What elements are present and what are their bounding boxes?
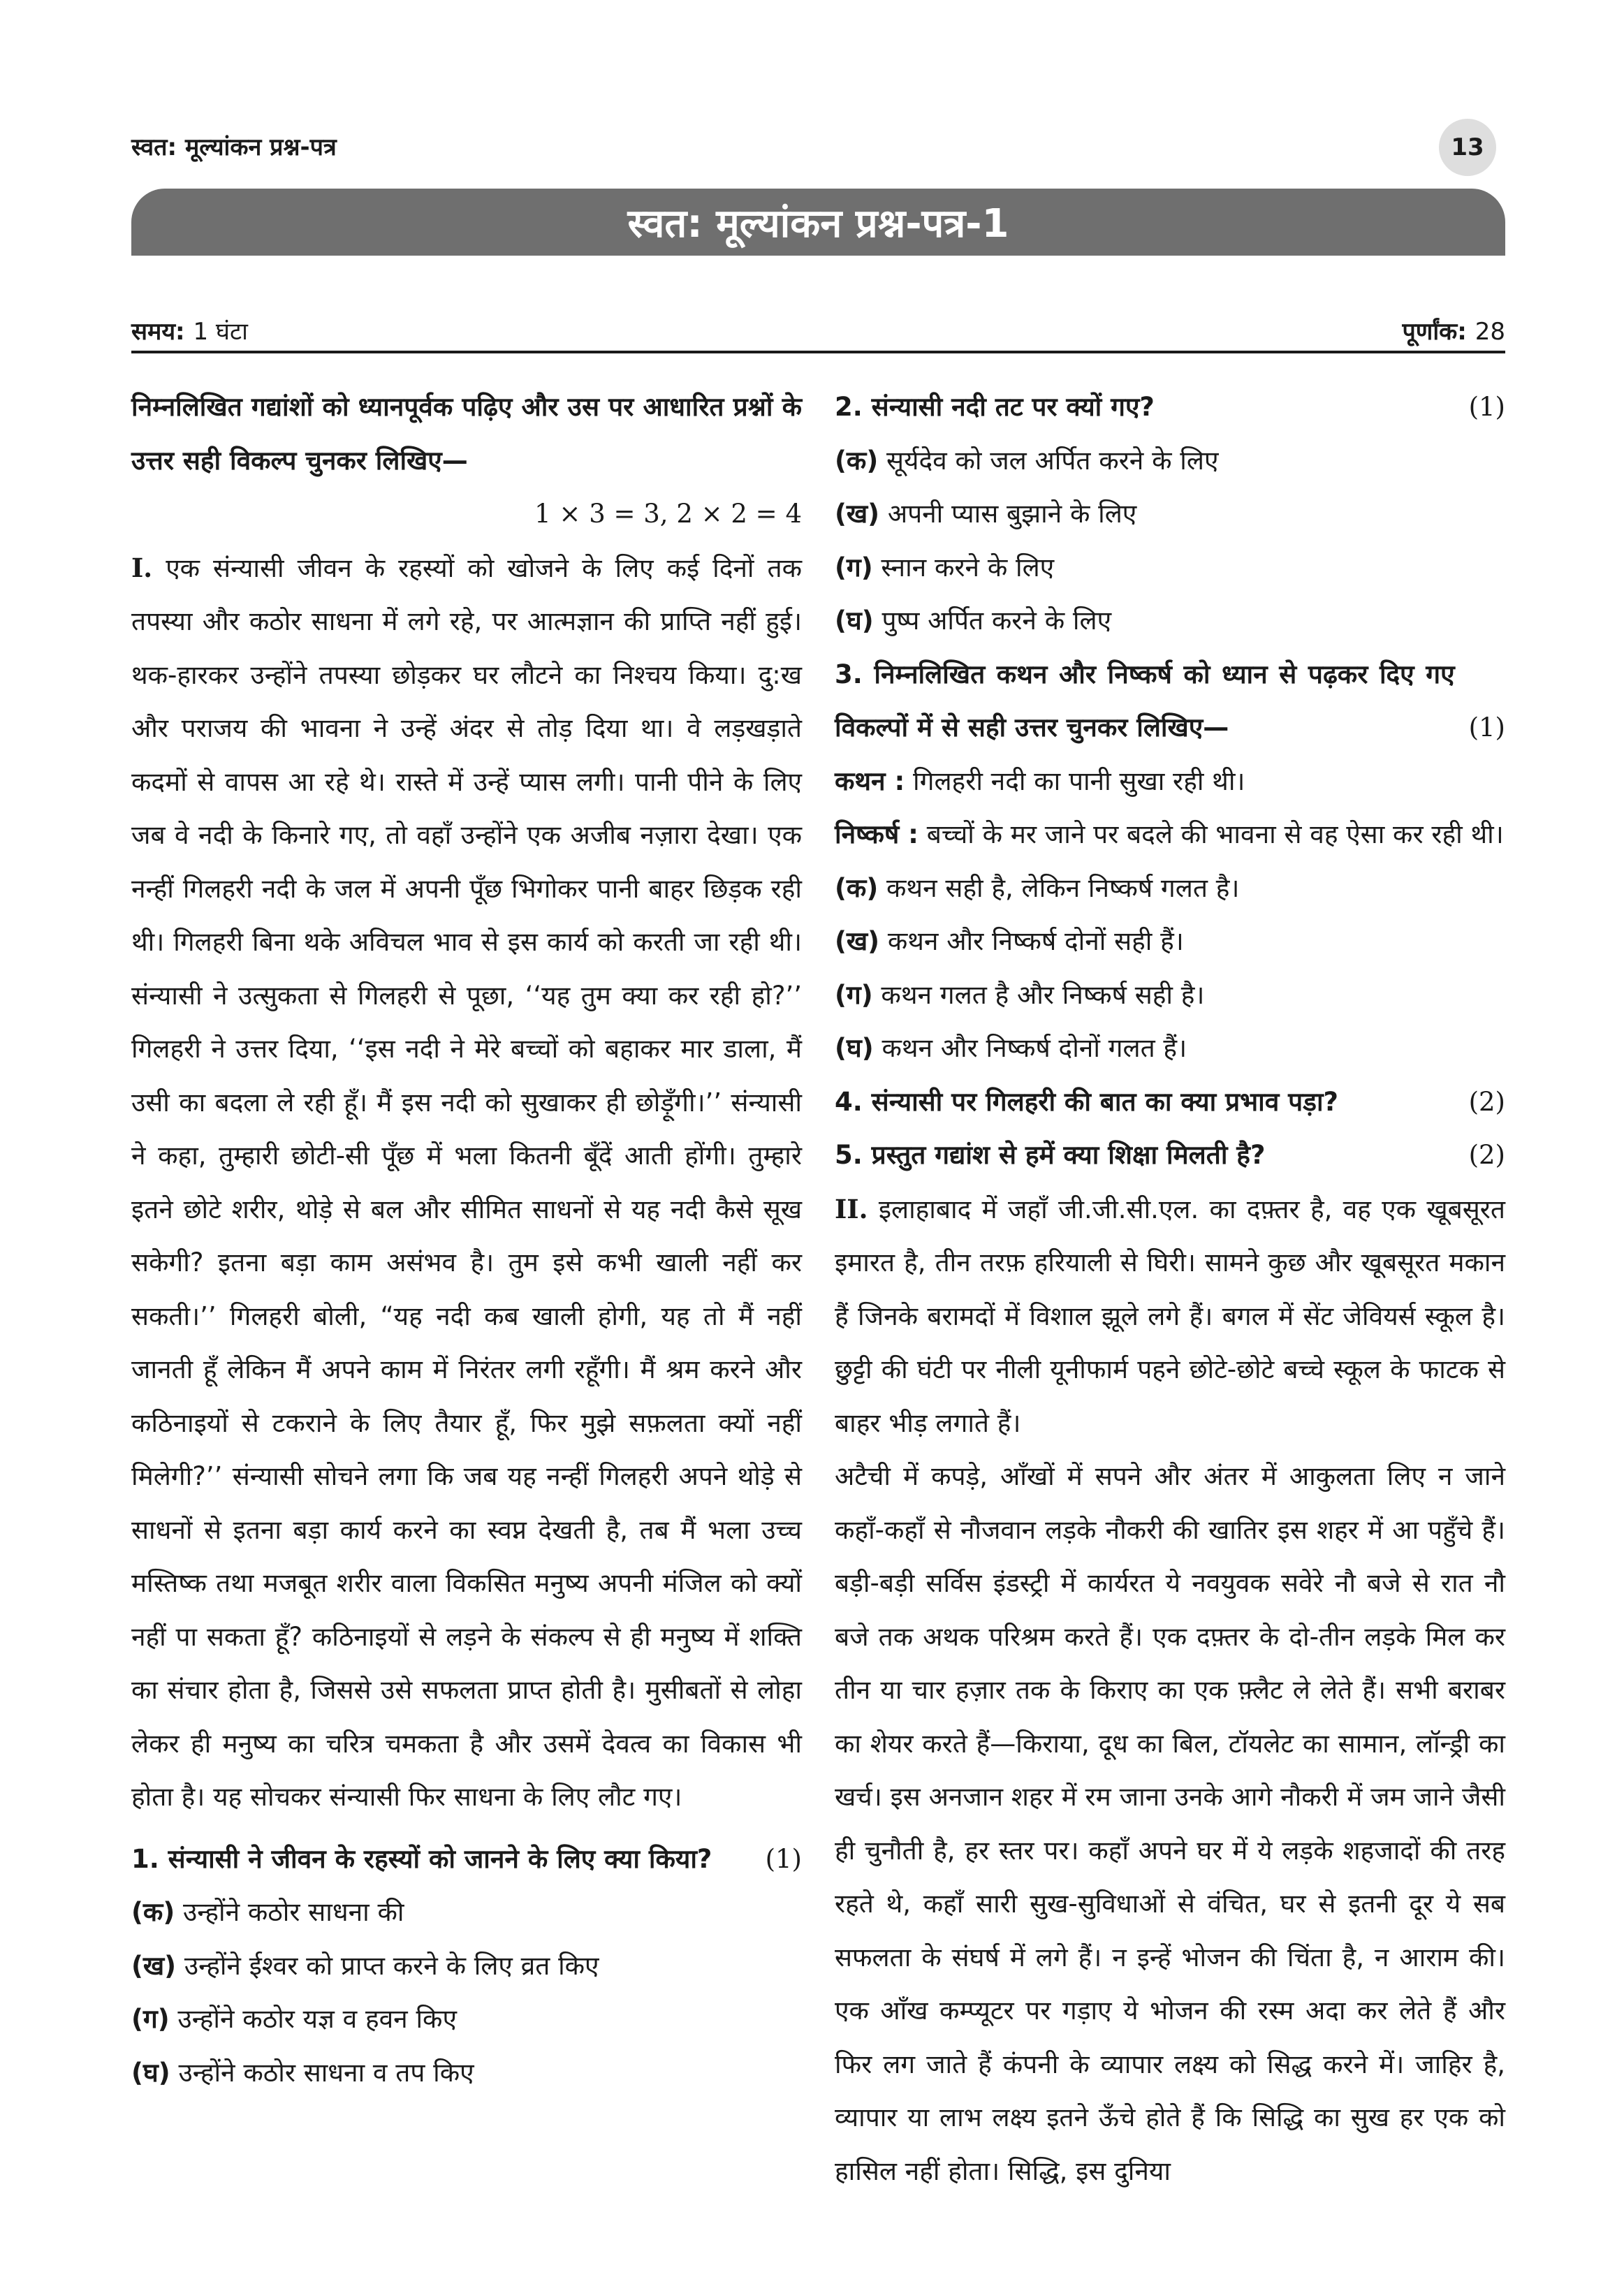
marks-formula: 1 × 3 = 3, 2 × 2 = 4 xyxy=(534,499,802,529)
statement-text: गिलहरी नदी का पानी सुखा रही थी। xyxy=(913,766,1245,796)
passage-1-label: I. xyxy=(131,552,153,583)
instruction: निम्नलिखित गद्यांशों को ध्यानपूर्वक पढ़िए और उस पर आधारित प्रश्नों के उत्तर सही विकल्प चुनकर लिखिए— xyxy=(131,392,802,476)
page-number: 13 xyxy=(1439,119,1496,176)
q2-option: (ग) स्नान करने के लिए xyxy=(835,552,1055,583)
conclusion-text: बच्चों के मर जाने पर बदले की भावना से वह ऐसा कर रही थी। xyxy=(926,819,1504,849)
question-2 xyxy=(835,381,1505,434)
time-value: 1 घंटा xyxy=(193,318,248,346)
time-label: समय: xyxy=(131,318,185,346)
q1-option: (घ) उन्होंने कठोर साधना व तप किए xyxy=(131,2057,474,2088)
question-4-marks: (2) xyxy=(1468,1086,1505,1117)
passage-1-text: एक संन्यासी जीवन के रहस्यों को खोजने के लिए कई दिनों तक तपस्या और कठोर साधना में लगे रहे, पर आत्मज्ञान की प्राप्ति नहीं हुई। थक-हारकर उन्होंने तपस्या छोड़कर घर लौटने का निश्चय किया। दु:ख और पराजय की भावना ने उन्हें अंदर से तोड़ दिया था। वे लड़खड़ाते कदमों से वापस आ रहे थे। रास्ते में उन्हें प्यास लगी। पानी पीने के लिए जब वे नदी के किनारे गए, तो वहाँ उन्होंने एक अजीब नज़ारा देखा। एक नन्हीं गिलहरी नदी के जल में अपनी पूँछ भिगोकर पानी बाहर छिड़क रही थी। गिलहरी बिना थके अविचल भाव से इस कार्य को करती जा रही थी। संन्यासी ने उत्सुकता से गिलहरी से पूछा, ‘‘यह तुम क्या कर रही हो?’’ गिलहरी ने उत्तर दिया, ‘‘इस नदी ने मेरे बच्चों को बहाकर मार डाला, मैं उसी का बदला ले रही हूँ। मैं इस नदी को सुखाकर ही छोड़ूँगी।’’ संन्यासी ने कहा, तुम्हारी छोटी-सी पूँछ में भला कितनी बूँदें आती होंगी। तुम्हारे इतने छोटे शरीर, थोड़े से बल और सीमित साधनों से यह नदी कैसे सूख सकेगी? इतना बड़ा काम असंभव है। तुम इसे कभी खाली नहीं कर सकती।’’ गिलहरी बोली, “यह नदी कब खाली होगी, यह तो मैं नहीं जानती हूँ लेकिन मैं अपने काम में निरंतर लगी रहूँगी। मैं श्रम करने और कठिनाइयों से टकराने के लिए तैयार हूँ, फिर मुझे सफ़लता क्यों नहीं मिलेगी?’’ संन्यासी सोचने लगा कि जब यह नन्हीं गिलहरी अपने थोड़े से साधनों से इतना बड़ा कार्य करने का स्वप्न देखती है, तब मैं भला उच्च मस्तिष्क तथा मजबूत शरीर वाला विकसित मनुष्य अपनी मंजिल को क्यों नहीं पा सकता हूँ? कठिनाइयों से लड़ने के संकल्प से ही मनुष्य में शक्ति का संचार होता है, जिससे उसे सफलता प्राप्त होती है। मुसीबतों से लोहा लेकर ही मनुष्य का चरित्र चमकता है और उसमें देवत्व का विकास भी होता है। यह सोचकर संन्यासी फिर साधना के लिए लौट गए। xyxy=(131,552,802,1812)
marks-value: 28 xyxy=(1475,318,1505,346)
q3-option: (ख) कथन और निष्कर्ष दोनों सही हैं। xyxy=(835,926,1184,956)
running-title: स्वत: मूल्यांकन प्रश्न-पत्र xyxy=(131,133,337,161)
question-5-text: 5. प्रस्तुत गद्यांश से हमें क्या शिक्षा मिलती है? xyxy=(835,1140,1266,1170)
question-1-text: 1. संन्यासी ने जीवन के रहस्यों को जानने के लिए क्या किया? xyxy=(131,1843,712,1874)
marks-info xyxy=(1402,314,1505,346)
conclusion xyxy=(835,808,1505,862)
question-1 xyxy=(131,1833,802,1887)
right-column xyxy=(835,381,1505,2198)
question-3-marks: (1) xyxy=(1468,712,1505,742)
time-info xyxy=(131,314,248,346)
question-3-text: 3. निम्नलिखित कथन और निष्कर्ष को ध्यान से पढ़कर दिए गए विकल्पों में से सही उत्तर चुनकर लिखिए— xyxy=(835,659,1455,742)
question-5-marks: (2) xyxy=(1468,1140,1505,1170)
question-4 xyxy=(835,1076,1505,1129)
statement-label: कथन : xyxy=(835,766,905,796)
passage-2-label: II. xyxy=(835,1193,868,1224)
exam-meta xyxy=(131,314,1505,346)
passage-2-paragraph-2: अटैची में कपड़े, आँखों में सपने और अंतर में आकुलता लिए न जाने कहाँ-कहाँ से नौजवान लड़के नौकरी की खातिर इस शहर में आ पहुँचे हैं। बड़ी-बड़ी सर्विस इंडस्ट्री में कार्यरत ये नवयुवक सवेरे नौ बजे से रात नौ बजे तक अथक परिश्रम करते हैं। एक दफ़्तर के दो-तीन लड़के मिल कर तीन या चार हज़ार तक के किराए का एक फ़्लैट ले लेते हैं। सभी बराबर का शेयर करते हैं—किराया, दूध का बिल, टॉयलेट का सामान, लॉन्ड्री का खर्च। इस अनजान शहर में रम जाना उनके आगे नौकरी में जम जाने जैसी ही चुनौती है, हर स्तर पर। कहाँ अपने घर में ये लड़के शहजादों की तरह रहते थे, कहाँ सारी सुख-सुविधाओं से वंचित, घर से इतनी दूर ये सब सफलता के संघर्ष में लगे हैं। न इन्हें भोजन की चिंता है, न आराम की। एक आँख कम्प्यूटर पर गड़ाए ये भोजन की रस्म अदा कर लेते हैं और फिर लग जाते हैं कंपनी के व्यापार लक्ष्य को सिद्ध करने में। जाहिर है, व्यापार या लाभ लक्ष्य इतने ऊँचे होते हैं कि सिद्धि का सुख हर एक को हासिल नहीं होता। सिद्धि, इस दुनिया xyxy=(835,1461,1505,2186)
statement xyxy=(835,755,1505,809)
q2-option: (घ) पुष्प अर्पित करने के लिए xyxy=(835,606,1112,636)
q2-option: (क) सूर्यदेव को जल अर्पित करने के लिए xyxy=(835,445,1219,476)
passage-1 xyxy=(131,541,802,1824)
question-2-text: 2. संन्यासी नदी तट पर क्यों गए? xyxy=(835,392,1155,422)
q1-option: (ख) उन्होंने ईश्वर को प्राप्त करने के लिए व्रत किए xyxy=(131,1950,599,1981)
passage-2-paragraph-1: इलाहाबाद में जहाँ जी.जी.सी.एल. का दफ़्तर है, वह एक खूबसूरत इमारत है, तीन तरफ़ हरियाली से घिरी। सामने कुछ और खूबसूरत मकान हैं जिनके बरामदों में विशाल झूले लगे हैं। बगल में सेंट जेवियर्स स्कूल है। छुट्टी की घंटी पर नीली यूनीफार्म पहने छोटे-छोटे बच्चे स्कूल के फाटक से बाहर भीड़ लगाते हैं। xyxy=(835,1194,1505,1438)
header-divider xyxy=(131,351,1505,353)
q3-option: (ग) कथन गलत है और निष्कर्ष सही है। xyxy=(835,979,1205,1010)
question-4-text: 4. संन्यासी पर गिलहरी की बात का क्या प्रभाव पड़ा? xyxy=(835,1086,1339,1117)
question-5 xyxy=(835,1129,1505,1183)
paper-title-banner: स्वत: मूल्यांकन प्रश्न-पत्र-1 xyxy=(131,189,1505,256)
q3-option: (घ) कथन और निष्कर्ष दोनों गलत हैं। xyxy=(835,1033,1187,1063)
conclusion-label: निष्कर्ष : xyxy=(835,819,919,849)
question-3 xyxy=(835,648,1505,755)
passage-2 xyxy=(835,1183,1505,1451)
q1-option: (ग) उन्होंने कठोर यज्ञ व हवन किए xyxy=(131,2004,457,2034)
marks-label: पूर्णांक: xyxy=(1402,318,1467,346)
q3-option: (क) कथन सही है, लेकिन निष्कर्ष गलत है। xyxy=(835,872,1240,903)
q1-option: (क) उन्होंने कठोर साधना की xyxy=(131,1897,404,1927)
question-1-marks: (1) xyxy=(765,1843,802,1874)
left-column xyxy=(131,381,802,2100)
question-2-marks: (1) xyxy=(1468,392,1505,422)
q2-option: (ख) अपनी प्यास बुझाने के लिए xyxy=(835,499,1137,529)
